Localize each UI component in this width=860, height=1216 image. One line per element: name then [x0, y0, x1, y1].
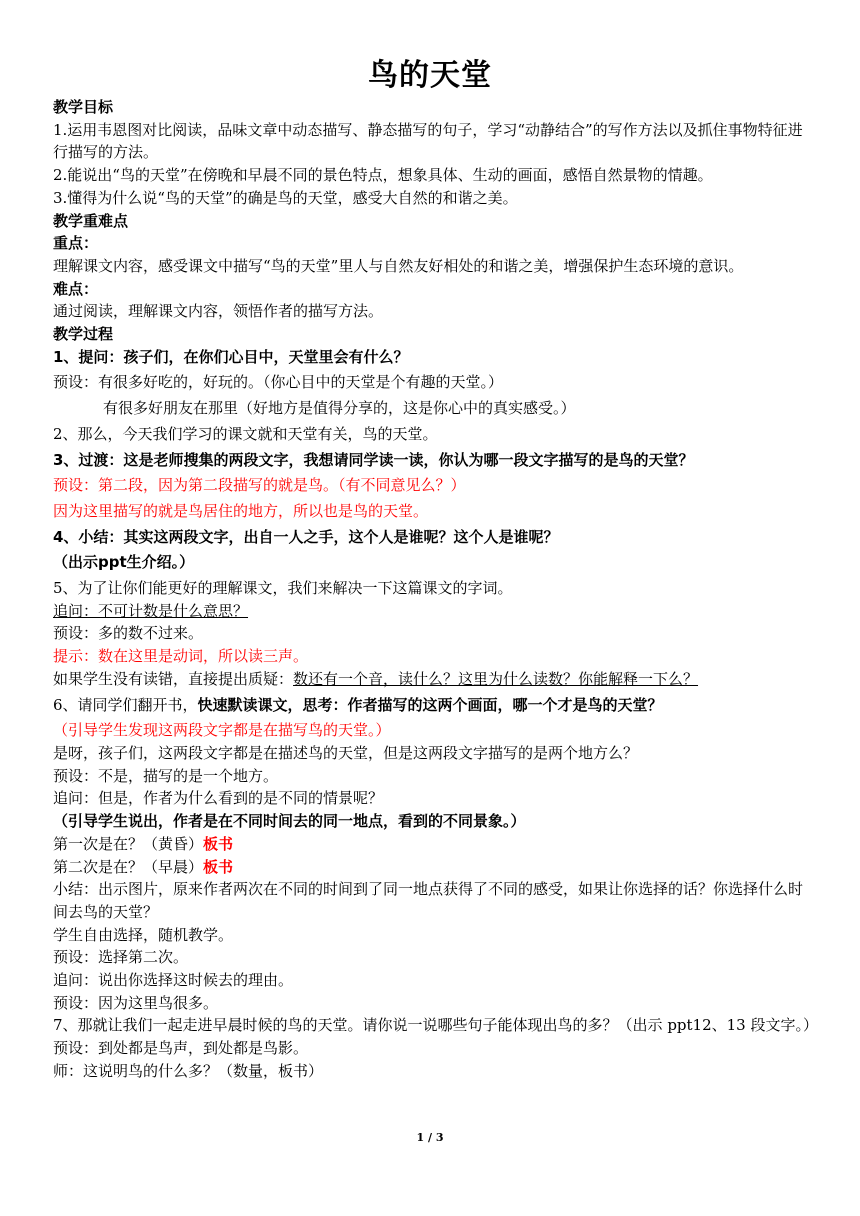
step-6-yes: 是呀，孩子们，这两段文字都是在描述鸟的天堂，但是这两段文字描写的是两个地方么？ [53, 743, 639, 762]
difficulty-text: 通过阅读，理解课文内容，领悟作者的描写方法。 [53, 302, 384, 321]
step-5-if [53, 668, 813, 691]
step-6-preset-3: 预设：因为这里鸟很多。 [53, 993, 219, 1012]
step-5-ask: 追问：不可计数是什么意思？ [53, 601, 249, 620]
step-5: 5、为了让你们能更好的理解课文，我们来解决一下这篇课文的字词。 [53, 579, 513, 598]
step-5-preset: 预设：多的数不过来。 [53, 624, 204, 643]
step-4-question: 4、小结：其实这两段文字，出自一人之手，这个人是谁呢？这个人是谁呢？ [53, 527, 559, 546]
process-heading: 教学过程 [53, 325, 114, 344]
step-3-question: 3、过渡：这是老师搜集的两段文字，我想请同学读一读，你认为哪一段文字描写的是鸟的天堂？ [53, 450, 694, 469]
step-5-if-question: 数还有一个音，读什么？这里为什么读数？你能解释一下么？ [293, 669, 699, 688]
step-7: 7、那就让我们一起走进早晨时候的鸟的天堂。请你说一说哪些句子能体现出鸟的多？（出示 ppt12、13 段文字。） [53, 1016, 818, 1035]
step-6-ask: 追问：但是，作者为什么看到的是不同的情景呢？ [53, 789, 384, 808]
focus-label: 重点： [53, 234, 99, 253]
goal-3: 3.懂得为什么说“鸟的天堂”的确是鸟的天堂，感受大自然的和谐之美。 [53, 188, 518, 207]
goal-2: 2.能说出“鸟的天堂”在傍晚和早晨不同的景色特点，想象具体、生动的画面，感悟自然景物的情趣。 [53, 166, 713, 185]
step-6-free: 学生自由选择，随机教学。 [53, 925, 234, 944]
document-body [53, 96, 818, 1083]
step-6-first [53, 833, 813, 856]
step-6-summary: 小结：出示图片，原来作者两次在不同的时间到了同一地点获得了不同的感受，如果让你选择的话？你选择什么时间去鸟的天堂？ [53, 880, 804, 921]
page-number: 1 / 3 [416, 1131, 444, 1144]
step-1-preset-2: 有很多好朋友在那里（好地方是值得分享的，这是你心中的真实感受。） [103, 399, 576, 418]
goal-1: 1.运用韦恩图对比阅读，品味文章中动态描写、静态描写的句子，学习“动静结合”的写作方法以及抓住事物特征进行描写的方法。 [53, 120, 803, 162]
step-3-preset: 预设：第二段，因为第二段描写的就是鸟。（有不同意见么？） [53, 476, 466, 495]
board-note-2: 板书 [203, 857, 234, 876]
page-title: 鸟的天堂 [368, 58, 492, 93]
step-5-hint: 提示：数在这里是动词，所以读三声。 [53, 647, 309, 666]
goals-heading: 教学目标 [53, 98, 114, 116]
step-6-first-text: 第一次是在？（黄昏） [53, 834, 204, 853]
step-3-explanation: 因为这里描写的就是鸟居住的地方，所以也是鸟的天堂。 [53, 501, 429, 520]
difficulty-label: 难点： [53, 279, 99, 298]
step-5-if-prefix: 如果学生没有读错，直接提出质疑： [53, 669, 294, 688]
step-6-guide: （引导学生发现这两段文字都是在描写鸟的天堂。） [53, 721, 391, 740]
step-1-preset: 预设：有很多好吃的，好玩的。（你心目中的天堂是个有趣的天堂。） [53, 373, 504, 392]
step-6-guide-2: （引导学生说出，作者是在不同时间去的同一地点，看到的不同景象。） [53, 812, 526, 831]
step-1-question: 1、提问：孩子们，在你们心目中，天堂里会有什么？ [53, 347, 409, 366]
key-points-heading: 教学重难点 [53, 211, 129, 230]
step-6-preset: 预设：不是，描写的是一个地方。 [53, 766, 279, 785]
step-6 [53, 694, 813, 717]
step-2: 2、那么，今天我们学习的课文就和天堂有关，鸟的天堂。 [53, 424, 438, 443]
step-6-prefix: 6、请同学们翻开书， [53, 695, 198, 714]
step-6-preset-2: 预设：选择第二次。 [53, 948, 189, 967]
step-7-preset: 预设：到处都是鸟声，到处都是鸟影。 [53, 1039, 309, 1058]
step-4-note: （出示ppt生介绍。） [53, 553, 195, 572]
step-6-ask-2: 追问：说出你选择这时候去的理由。 [53, 971, 294, 990]
focus-text: 理解课文内容，感受课文中描写“鸟的天堂”里人与自然友好相处的和谐之美，增强保护生态环境的意识。 [53, 256, 744, 275]
step-7-teacher: 师：这说明鸟的什么多？（数量，板书） [53, 1061, 324, 1080]
step-6-second-text: 第二次是在？（早晨） [53, 857, 204, 876]
step-6-task: 快速默读课文，思考：作者描写的这两个画面，哪一个才是鸟的天堂？ [197, 695, 663, 714]
board-note-1: 板书 [203, 834, 234, 853]
step-6-second [53, 856, 813, 879]
